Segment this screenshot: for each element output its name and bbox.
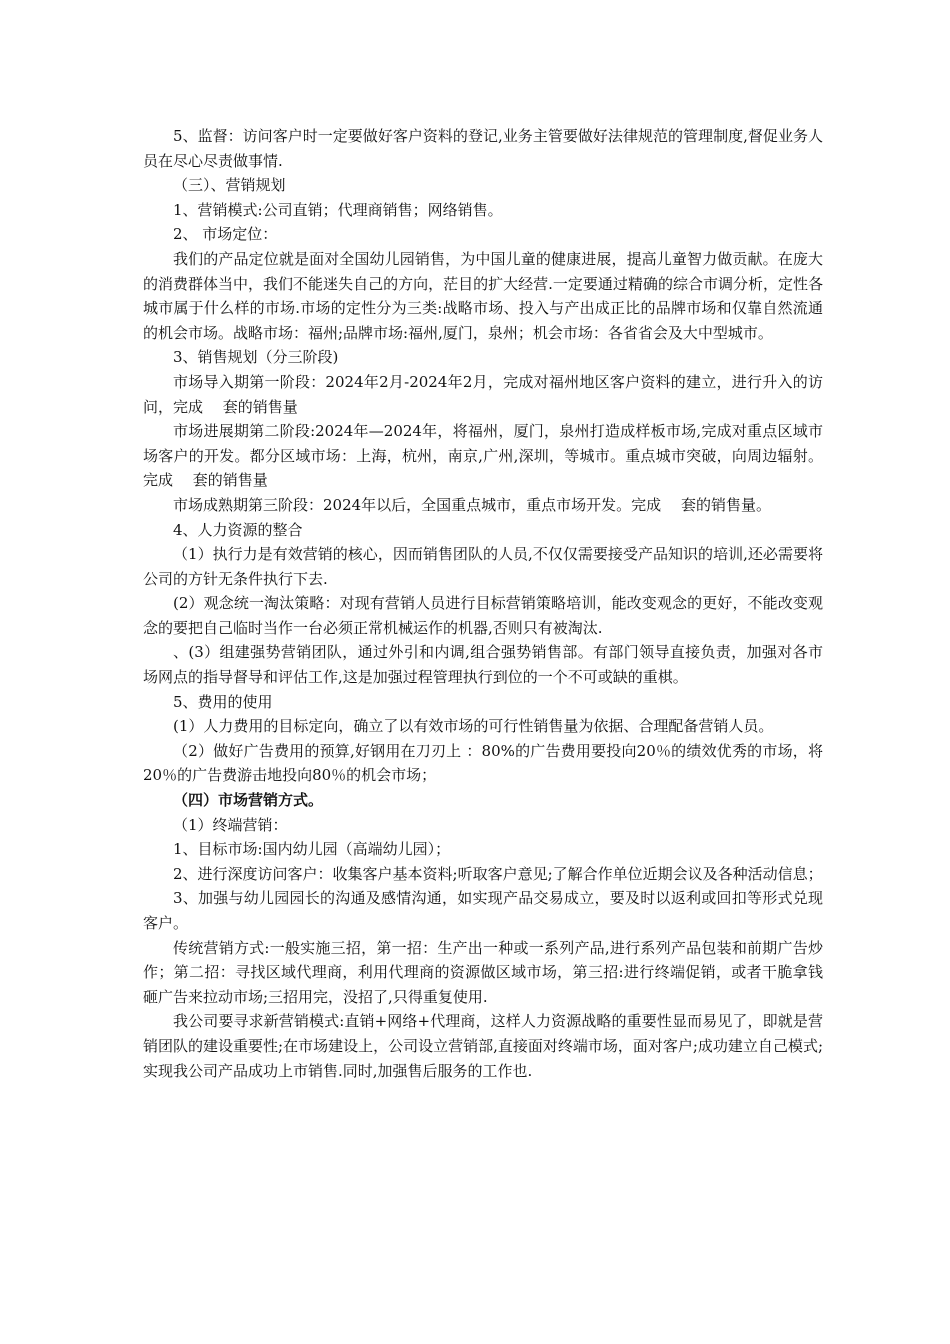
paragraph-communication: 3、加强与幼儿园园长的沟通及感情沟通，如实现产品交易成立，要及时以返利或回扣等形式兑现客户。 (143, 889, 823, 932)
document-body (143, 124, 823, 1083)
paragraph-expense-1: (1）人力费用的目标定向，确立了以有效市场的可行性销售量为依据、合理配备营销人员。 (173, 717, 774, 736)
heading-marketing-methods: （四）市场营销方式。 (173, 791, 324, 810)
paragraph-supervision: 5、监督：访问客户时一定要做好客户资料的登记,业务主管要做好法律规范的管理制度,督促业务人员在尽心尽责做事情. (143, 127, 823, 170)
heading-market-positioning: 2、 市场定位： (173, 225, 278, 244)
heading-expenses: 5、费用的使用 (173, 692, 273, 711)
paragraph-target-market: 1、目标市场:国内幼儿园（高端幼儿园）； (173, 840, 451, 859)
paragraph-expense-2: （2）做好广告费用的预算,好钢用在刀刃上 ：80%的广告费用要投向20％的绩效优秀的市场，将20％的广告费游击地投向80％的机会市场； (143, 741, 823, 785)
paragraph-hr-3: 、(3）组建强势营销团队，通过外引和内调,组合强势销售部。有部门领导直接负责，加强对各市场网点的指导督导和评估工作,这是加强过程管理执行到位的一个不可或缺的重棋。 (143, 643, 823, 687)
heading-hr-integration: 4、人力资源的整合 (173, 520, 303, 539)
paragraph-marketing-mode: 1、营销模式:公司直销；代理商销售；网络销售。 (173, 200, 503, 219)
heading-terminal-marketing: （1）终端营销： (173, 815, 288, 834)
paragraph-positioning-body: 我们的产品定位就是面对全国幼儿园销售，为中国儿童的健康进展，提高儿童智力做贡献。在庞大的消费群体当中，我们不能迷失自己的方向，茫目的扩大经营.一定要通过精确的综合市调分析，定性各城市属于什么样的市场.市场的定性分为三类:战略市场、投入与产出成正比的品牌市场和仅靠自然流通的机会市场。战略市场：福州;品牌市场:福州,厦门，泉州；机会市场：各省省会及大中型城市。 (143, 249, 823, 342)
paragraph-stage-one: 市场导入期第一阶段：2024年2月-2024年2月，完成对福州地区客户资料的建立，进行升入的访问，完成 套的销售量 (143, 372, 823, 416)
paragraph-hr-2: (2）观念统一淘汰策略：对现有营销人员进行目标营销策略培训，能改变观念的更好，不能改变观念的要把自己临时当作一台必须正常机械运作的机器,否则只有被淘汰. (143, 594, 823, 637)
heading-sales-plan: 3、销售规划（分三阶段) (173, 348, 339, 367)
paragraph-hr-1: （1）执行力是有效营销的核心，因而销售团队的人员,不仅仅需要接受产品知识的培训,还必需要将公司的方针无条件执行下去. (143, 545, 823, 588)
paragraph-traditional-marketing: 传统营销方式:一般实施三招，第一招：生产出一种或一系列产品,进行系列产品包装和前期广告炒作；第二招：寻找区域代理商，利用代理商的资源做区域市场，第三招:进行终端促销，或者干脆拿钱砸广告来拉动市场;三招用完，没招了,只得重复使用. (143, 938, 823, 1006)
paragraph-deep-visit: 2、进行深度访问客户：收集客户基本资料;听取客户意见;了解合作单位近期会议及各种活动信息； (173, 864, 823, 883)
heading-marketing-plan: （三）、营销规划 (173, 176, 286, 195)
paragraph-new-model: 我公司要寻求新营销模式:直销+网络+代理商，这样人力资源战略的重要性显而易见了，即就是营销团队的建设重要性;在市场建设上，公司设立营销部,直接面对终端市场，面对客户;成功建立自己模式;实现我公司产品成功上市销售.同时,加强售后服务的工作也. (143, 1012, 823, 1080)
paragraph-stage-two: 市场进展期第二阶段:2024年—2024年，将福州，厦门，泉州打造成样板市场,完成对重点区域市场客户的开发。都分区域市场：上海，杭州，南京,广州,深圳，等城市。重点城市突破，向周边辐射。完成 套的销售量 (143, 422, 823, 490)
paragraph-stage-three: 市场成熟期第三阶段：2024年以后，全国重点城市，重点市场开发。完成 套的销售量。 (173, 495, 771, 514)
